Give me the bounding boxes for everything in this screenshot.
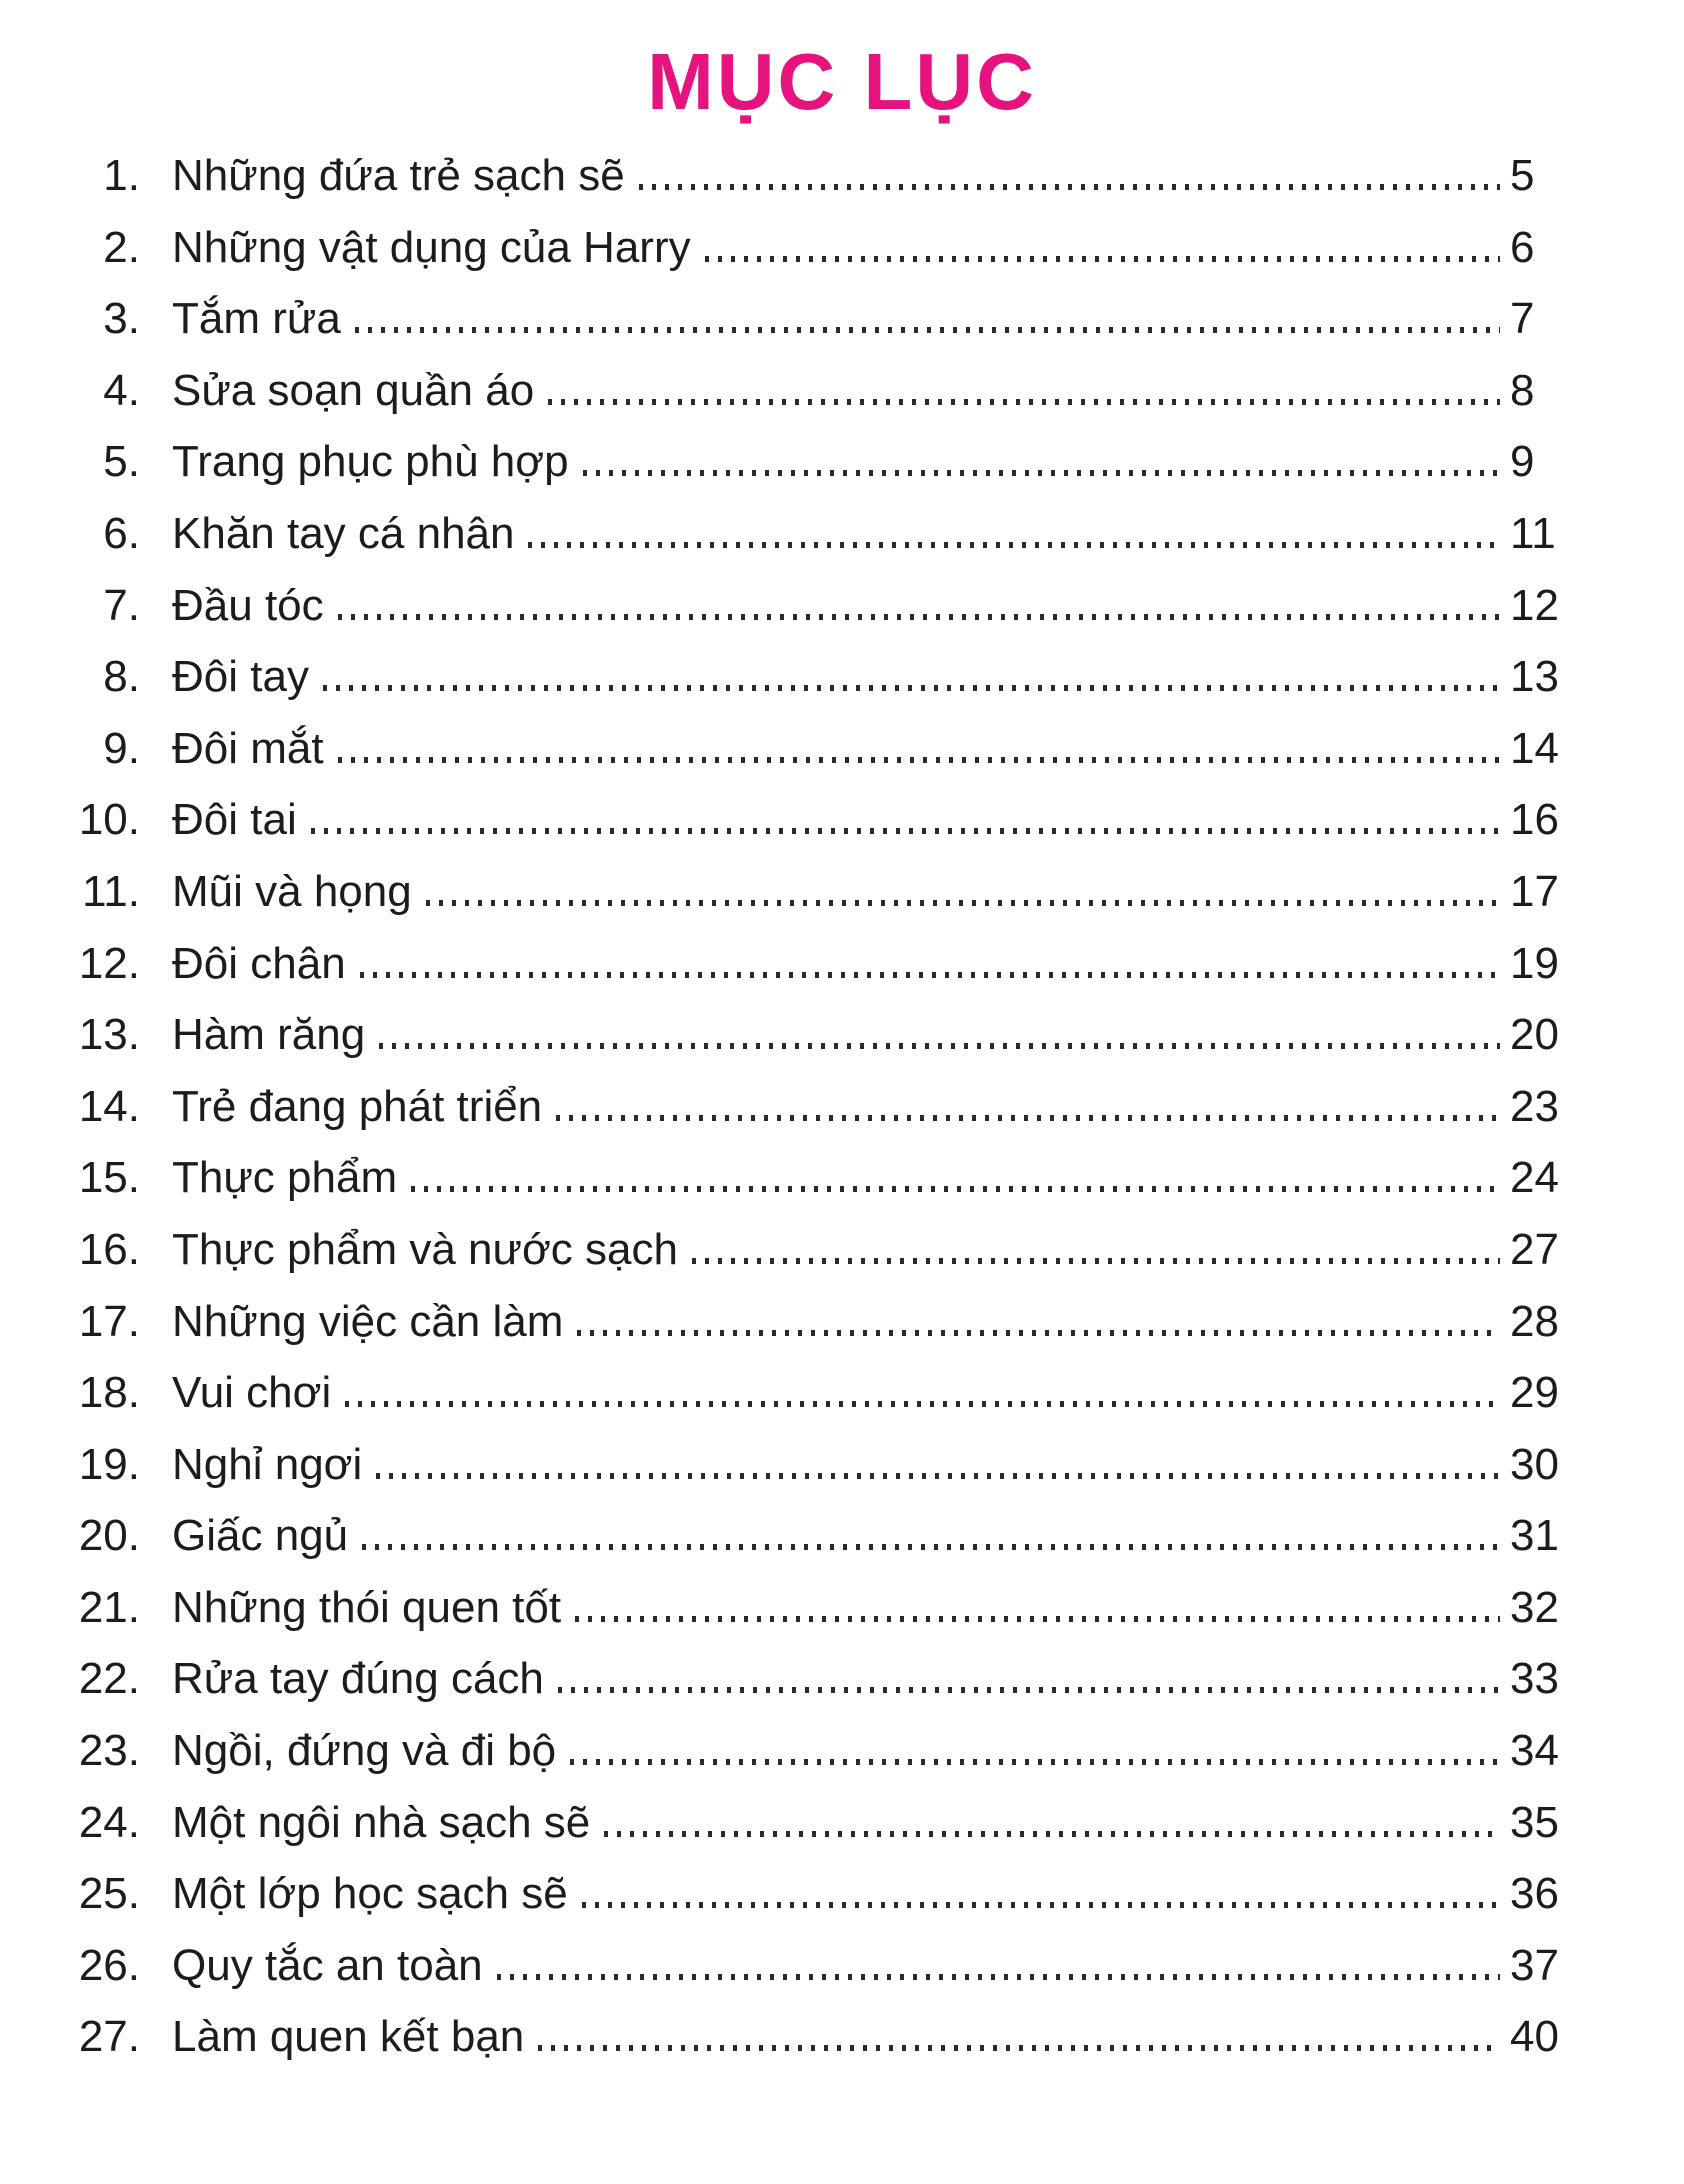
entry-label: Trẻ đang phát triển [172,1081,543,1131]
entry-label: Thực phẩm [172,1153,398,1203]
toc-entry [70,928,1576,1000]
entry-number: 3. [103,294,140,344]
entry-number: 15. [78,1153,140,1203]
entry-label: Nghỉ ngơi [172,1439,363,1489]
toc-entry [70,1930,1576,2002]
entry-number: 4. [103,365,140,415]
entry-page: 37 [1510,1940,1559,1990]
entry-number: 14. [78,1081,140,1131]
toc-entry [70,713,1576,785]
dot-leader [411,1186,1500,1192]
dot-leader [376,1473,1500,1479]
entry-number: 2. [103,222,140,272]
entry-label: Một ngôi nhà sạch sẽ [172,1797,591,1847]
entry-number: 6. [103,508,140,558]
entry-page: 8 [1510,365,1535,415]
entry-label: Tắm rửa [172,294,341,344]
entry-label: Một lớp học sạch sẽ [172,1869,568,1919]
dot-leader [360,972,1500,978]
entry-number: 7. [103,580,140,630]
dot-leader [379,1043,1500,1049]
entry-label: Đôi tay [172,652,309,702]
entry-label: Đôi tai [172,795,297,845]
entry-label: Đôi mắt [172,723,324,773]
entry-number: 22. [78,1654,140,1704]
toc-entry [70,1142,1576,1214]
entry-page: 16 [1510,795,1559,845]
entry-number: 26. [78,1940,140,1990]
dot-leader [426,900,1500,906]
dot-leader [582,1902,1500,1908]
entry-page: 35 [1510,1797,1559,1847]
entry-number: 21. [78,1582,140,1632]
entry-number: 20. [78,1511,140,1561]
toc-entry [70,1715,1576,1787]
dot-leader [583,470,1500,476]
toc-entry [70,212,1576,284]
entry-number: 9. [103,723,140,773]
entry-label: Đầu tóc [172,580,324,630]
entry-label: Những việc cần làm [172,1296,564,1346]
toc-entry [70,784,1576,856]
entry-page: 40 [1510,2012,1559,2062]
entry-page: 5 [1510,151,1535,200]
entry-label: Làm quen kết bạn [172,2012,525,2062]
entry-page: 9 [1510,437,1535,487]
entry-page: 28 [1510,1296,1559,1346]
dot-leader [556,1115,1500,1121]
entry-label: Mũi và họng [172,866,412,916]
toc-entry [70,426,1576,498]
entry-label: Vui chơi [172,1368,332,1418]
dot-leader [692,1258,1500,1264]
dot-leader [558,1687,1500,1693]
toc-list [0,122,1684,2073]
entry-label: Trang phục phù hợp [172,437,569,487]
toc-entry [70,1787,1576,1859]
dot-leader [575,1616,1500,1622]
entry-number: 25. [78,1869,140,1919]
entry-label: Hàm răng [172,1010,366,1060]
dot-leader [538,2045,1500,2051]
entry-number: 12. [78,938,140,988]
entry-page: 33 [1510,1654,1559,1704]
entry-label: Đôi chân [172,938,346,988]
toc-entry [70,283,1576,355]
entry-page: 13 [1510,652,1559,702]
toc-entry [70,1572,1576,1644]
toc-entry [70,1071,1576,1143]
dot-leader [604,1831,1500,1837]
entry-page: 29 [1510,1368,1559,1418]
entry-page: 23 [1510,1081,1559,1131]
dot-leader [362,1544,1500,1550]
dot-leader [345,1401,1500,1407]
entry-label: Những thói quen tốt [172,1582,562,1632]
entry-page: 34 [1510,1726,1559,1776]
entry-page: 24 [1510,1153,1559,1203]
dot-leader [497,1974,1500,1980]
dot-leader [338,614,1500,620]
toc-entry [70,641,1576,713]
dot-leader [548,399,1500,405]
entry-label: Khăn tay cá nhân [172,508,515,558]
entry-page: 12 [1510,580,1559,630]
toc-entry [70,856,1576,928]
entry-label: Ngồi, đứng và đi bộ [172,1726,557,1776]
entry-page: 14 [1510,723,1559,773]
entry-label: Quy tắc an toàn [172,1940,483,1990]
dot-leader [338,757,1500,763]
entry-label: Những vật dụng của Harry [172,222,691,272]
dot-leader [323,685,1500,691]
toc-entry [70,1214,1576,1286]
entry-page: 32 [1510,1582,1559,1632]
entry-label: Giấc ngủ [172,1511,349,1561]
entry-number: 13. [78,1010,140,1060]
entry-page: 7 [1510,294,1535,344]
entry-page: 11 [1510,508,1556,558]
toc-entry [70,2001,1576,2073]
entry-number: 1. [103,151,140,200]
dot-leader [705,256,1500,262]
entry-label: Thực phẩm và nước sạch [172,1224,678,1274]
toc-entry [70,355,1576,427]
entry-page: 19 [1510,938,1559,988]
entry-number: 10. [78,795,140,845]
toc-entry [70,1429,1576,1501]
entry-page: 17 [1510,866,1559,916]
toc-entry [70,1357,1576,1429]
entry-number: 19. [78,1439,140,1489]
dot-leader [528,542,1500,548]
entry-number: 18. [78,1368,140,1418]
entry-page: 30 [1510,1439,1559,1489]
entry-number: 16. [78,1224,140,1274]
toc-entry [70,498,1576,570]
toc-entry [70,999,1576,1071]
entry-page: 27 [1510,1224,1559,1274]
toc-entry [70,140,1576,212]
entry-number: 8. [103,652,140,702]
page-title: MỤC LỤC [647,37,1037,126]
toc-entry [70,1858,1576,1930]
toc-entry [70,1643,1576,1715]
entry-label: Rửa tay đúng cách [172,1654,544,1704]
entry-number: 17. [78,1296,140,1346]
dot-leader [311,828,1500,834]
entry-number: 23. [78,1726,140,1776]
dot-leader [570,1759,1500,1765]
toc-entry [70,570,1576,642]
entry-page: 36 [1510,1869,1559,1919]
entry-page: 20 [1510,1010,1559,1060]
entry-number: 5. [103,437,140,487]
dot-leader [577,1330,1500,1336]
entry-page: 31 [1510,1511,1559,1561]
toc-entry [70,1286,1576,1358]
dot-leader [355,327,1500,333]
entry-page: 6 [1510,222,1535,272]
entry-number: 24. [78,1797,140,1847]
entry-label: Những đứa trẻ sạch sẽ [172,151,625,200]
dot-leader [639,184,1500,190]
toc-entry [70,1500,1576,1572]
entry-number: 27. [78,2012,140,2062]
entry-label: Sửa soạn quần áo [172,365,535,415]
entry-number: 11. [82,866,140,916]
